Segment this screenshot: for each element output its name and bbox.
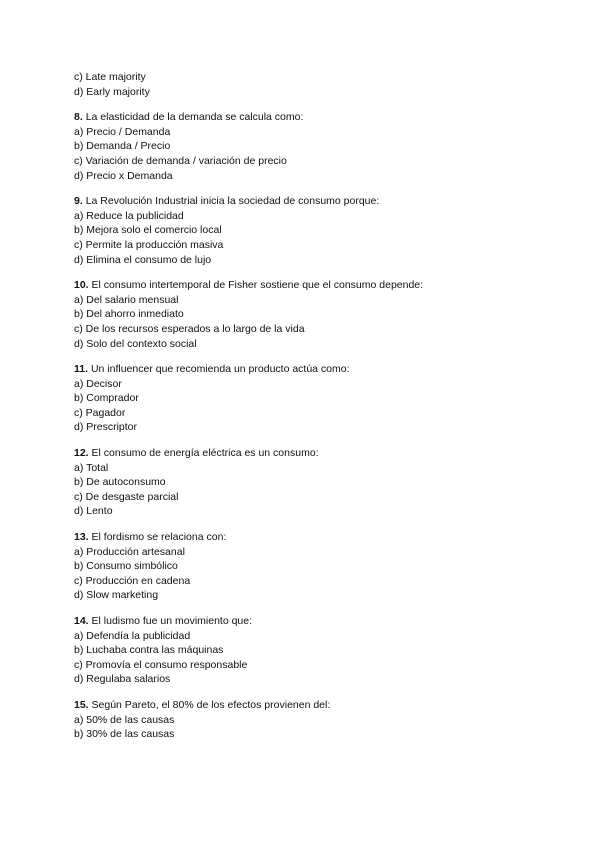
option-item: a) Precio / Demanda [74, 125, 171, 138]
question-number: 9. [74, 195, 83, 208]
option-item: c) Late majority [74, 71, 146, 83]
option-item: a) Producción artesanal [74, 545, 185, 558]
question-number: 15. [74, 698, 89, 711]
question-block [74, 362, 534, 435]
question-block [74, 194, 534, 267]
option-item: b) Demanda / Precio [74, 140, 171, 153]
option-item: d) Precio x Demanda [74, 169, 173, 182]
option-item: b) Luchaba contra las máquinas [74, 644, 224, 657]
option-item: c) De los recursos esperados a lo largo de la vida [74, 322, 305, 335]
option-item: b) De autoconsumo [74, 476, 166, 489]
question-heading [74, 194, 534, 209]
option-item: c) Producción en cadena [74, 574, 191, 587]
option-item: d) Prescriptor [74, 421, 138, 434]
question-text: Según Pareto, el 80% de los efectos provienen del: [91, 698, 331, 711]
question-text: El ludismo fue un movimiento que: [91, 615, 253, 627]
question-number: 14. [74, 615, 89, 627]
option-item: c) De desgaste parcial [74, 490, 179, 503]
option-item: c) Promovía el consumo responsable [74, 658, 248, 671]
question-number: 12. [74, 447, 89, 460]
question-heading [74, 698, 534, 713]
question-text: El fordismo se relaciona con: [91, 531, 227, 544]
question-number: 13. [74, 531, 89, 544]
question-block [74, 530, 534, 603]
option-item: d) Slow marketing [74, 589, 159, 602]
option-item: b) 30% de las causas [74, 728, 175, 741]
question-heading [74, 110, 534, 125]
question-block [74, 110, 534, 183]
question-block [74, 614, 534, 687]
question-block [74, 698, 534, 742]
option-item: a) Reduce la publicidad [74, 209, 184, 222]
option-item: b) Mejora solo el comercio local [74, 224, 222, 237]
option-item: b) Consumo simbólico [74, 560, 178, 573]
question-text: Un influencer que recomienda un producto actúa como: [90, 363, 350, 376]
option-item: d) Early majority [74, 85, 150, 98]
question-text: La Revolución Industrial inicia la sociedad de consumo porque: [85, 195, 380, 208]
option-item: d) Solo del contexto social [74, 337, 197, 350]
option-item: d) Lento [74, 505, 113, 518]
question-heading [74, 446, 534, 461]
question-number: 10. [74, 279, 89, 292]
option-item: c) Variación de demanda / variación de precio [74, 154, 287, 167]
question-heading [74, 530, 534, 545]
question-number: 8. [74, 111, 83, 124]
option-item: a) Del salario mensual [74, 293, 179, 306]
question-heading [74, 614, 534, 629]
option-item: a) Total [74, 461, 109, 474]
option-item: a) 50% de las causas [74, 713, 175, 726]
question-text: El consumo intertemporal de Fisher sostiene que el consumo depende: [91, 279, 424, 292]
option-item: a) Decisor [74, 377, 122, 390]
option-item: d) Regulaba salarios [74, 673, 171, 686]
option-item: a) Defendía la publicidad [74, 629, 191, 642]
question-list [74, 70, 534, 742]
option-item: b) Del ahorro inmediato [74, 308, 184, 321]
question-block [74, 446, 534, 519]
question-text: La elasticidad de la demanda se calcula como: [85, 111, 304, 124]
question-block [74, 278, 534, 351]
question-text: El consumo de energía eléctrica es un consumo: [91, 447, 319, 460]
question-number: 11. [74, 363, 89, 376]
question-heading [74, 278, 534, 293]
option-item: d) Elimina el consumo de lujo [74, 253, 212, 266]
option-item: c) Permite la producción masiva [74, 238, 224, 251]
option-item: c) Pagador [74, 406, 126, 419]
option-item: b) Comprador [74, 392, 139, 405]
question-heading [74, 362, 534, 377]
